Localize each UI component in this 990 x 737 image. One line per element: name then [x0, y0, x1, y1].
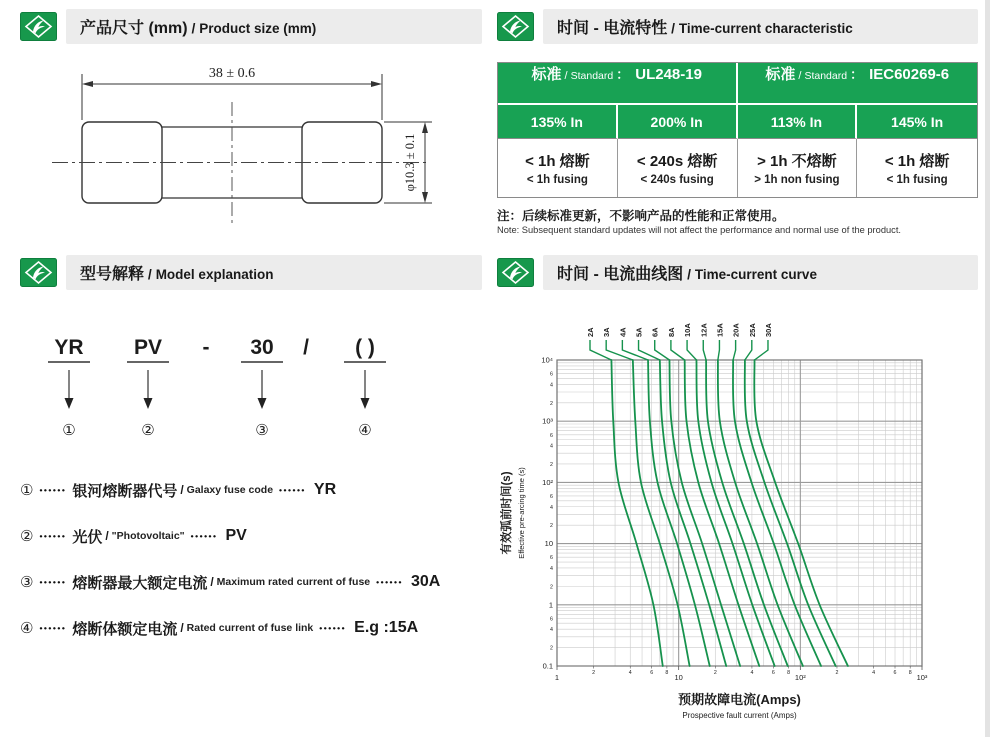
curve-label-2A: 2A: [586, 327, 595, 337]
result-zh: < 1h 熔断: [525, 153, 590, 170]
x-minor-tick-label: 6: [893, 670, 897, 676]
result-cell: [738, 139, 858, 197]
y-minor-tick-label: 6: [550, 493, 553, 500]
x-minor-tick-label: 6: [650, 670, 654, 676]
diameter-dimension-label: φ10.3 ± 0.1: [403, 133, 417, 192]
result-cell: [857, 139, 977, 197]
x-minor-tick-label: 8: [787, 670, 791, 676]
definition-zh: 熔断器最大额定电流: [72, 574, 208, 592]
definition-en: Maximum rated current of fuse: [216, 576, 371, 588]
curve-leader-3A: [606, 340, 633, 360]
curve-label-25A: 25A: [747, 323, 757, 337]
section-title-bar: [66, 255, 482, 290]
section-model-explanation: [20, 256, 482, 651]
section-time-current-curve: [497, 256, 978, 737]
y-tick-label: 10²: [542, 477, 553, 487]
standard-label-zh: 标准: [531, 66, 562, 83]
section-product-size: [20, 10, 482, 244]
section-header: [497, 256, 978, 288]
separator: /: [180, 621, 184, 635]
curve-label-3A: 3A: [602, 327, 612, 337]
definition-number: ④: [20, 620, 34, 637]
curve-label-8A: 8A: [666, 327, 676, 337]
result-cell: [618, 139, 738, 197]
y-minor-tick-label: 4: [550, 565, 553, 572]
definition-en: Galaxy fuse code: [186, 484, 274, 496]
definition-en: "Photovoltaic": [111, 530, 185, 542]
curve-label-30A: 30A: [763, 323, 773, 337]
x-tick-label: 1: [554, 673, 560, 682]
x-axis-title-zh: 预期故障电流(Amps): [678, 692, 801, 707]
x-minor-tick-label: 4: [750, 670, 754, 676]
leader-dots: ••••••: [376, 577, 403, 587]
definition-value: 30A: [410, 573, 441, 590]
x-minor-tick-label: 8: [908, 670, 912, 676]
brand-logo-icon: [20, 12, 57, 41]
y-minor-tick-label: 6: [550, 616, 553, 623]
model-definitions: [20, 467, 482, 651]
definition-row: [20, 513, 482, 559]
definition-value: E.g :15A: [354, 619, 419, 636]
definition-number: ③: [20, 574, 34, 591]
circled-number: ④: [358, 422, 372, 439]
standard-value: UL248-19: [635, 66, 702, 83]
result-cell: [498, 139, 618, 197]
x-minor-tick-label: 2: [592, 670, 596, 676]
x-minor-tick-label: 8: [665, 670, 669, 676]
separator: /: [105, 529, 109, 543]
circled-number: ①: [62, 422, 76, 439]
section-title-en: Time-current curve: [694, 266, 817, 282]
x-tick-label: 10: [674, 673, 683, 682]
curve-label-6A: 6A: [650, 327, 660, 337]
standard-label-zh: 标准: [765, 66, 796, 83]
length-dimension-label: 38 ± 0.6: [208, 66, 256, 81]
result-zh: < 240s 熔断: [636, 153, 718, 170]
separator: /: [564, 70, 568, 82]
circled-number: ③: [255, 422, 269, 439]
condition-cell: 200% In: [618, 105, 738, 139]
standard-value: IEC60269-6: [869, 66, 950, 83]
curve-15A: [718, 360, 803, 666]
x-minor-tick-label: 2: [713, 670, 717, 676]
definition-row: [20, 559, 482, 605]
characteristic-table: [497, 62, 978, 198]
curve-leader-25A: [745, 340, 752, 360]
y-tick-label: 10³: [542, 416, 553, 426]
colon: ：: [850, 67, 864, 82]
curve-label-12A: 12A: [699, 323, 709, 337]
condition-cell: 135% In: [498, 105, 618, 139]
curve-leader-2A: [590, 340, 611, 360]
section-title-zh: 时间 - 电流特性: [557, 19, 668, 37]
section-title-en: Product size (mm): [199, 20, 317, 36]
table-note: [497, 206, 978, 235]
title-separator: /: [187, 19, 200, 36]
time-current-chart-svg: [497, 300, 975, 733]
definition-en: Rated current of fuse link: [186, 622, 314, 634]
model-code-diagram: [20, 330, 482, 453]
y-minor-tick-label: 4: [550, 443, 553, 450]
code-part: YR: [54, 336, 84, 359]
x-minor-tick-label: 2: [835, 670, 839, 676]
y-minor-tick-label: 2: [550, 584, 553, 591]
leader-dots: ••••••: [279, 485, 306, 495]
colon: ：: [616, 67, 630, 82]
title-separator: /: [667, 19, 679, 36]
standard-label-en: Standard: [804, 70, 848, 82]
code-part: 30: [250, 336, 274, 359]
definition-row: [20, 467, 482, 513]
title-separator: /: [144, 265, 156, 282]
time-current-chart: [497, 300, 978, 737]
x-axis-title-en: Prospective fault current (Amps): [682, 711, 797, 720]
standard-label-en: Standard: [570, 70, 614, 82]
x-minor-tick-label: 6: [771, 670, 775, 676]
x-minor-tick-label: 4: [628, 670, 632, 676]
page-right-edge: [985, 0, 990, 737]
separator: /: [798, 70, 802, 82]
definition-value: PV: [225, 527, 247, 544]
curve-label-4A: 4A: [618, 327, 628, 337]
x-tick-label: 10³: [916, 673, 928, 682]
x-tick-label: 10²: [794, 673, 806, 682]
curve-leader-15A: [718, 340, 720, 360]
y-axis-title-zh: 有效弧前时间(s): [501, 471, 513, 555]
separator: /: [180, 483, 184, 497]
result-en: < 240s fusing: [640, 174, 714, 186]
brand-logo-icon: [497, 12, 534, 41]
section-title-zh: 型号解释: [80, 265, 145, 283]
y-minor-tick-label: 2: [550, 645, 553, 652]
section-title-bar: [66, 9, 482, 44]
y-minor-tick-label: 2: [550, 523, 553, 530]
result-en: < 1h fusing: [526, 174, 588, 186]
leader-dots: ••••••: [39, 485, 67, 495]
leader-dots: ••••••: [39, 623, 67, 633]
definition-zh: 银河熔断器代号: [72, 482, 178, 500]
definition-row: [20, 605, 482, 651]
code-part: ( ): [355, 336, 375, 359]
standard-header-cell: [738, 63, 978, 105]
code-part: /: [303, 336, 309, 359]
leader-dots: ••••••: [39, 577, 67, 587]
y-minor-tick-label: 4: [550, 382, 553, 389]
brand-logo-icon: [20, 258, 57, 287]
code-part: PV: [133, 336, 163, 359]
condition-cell: 145% In: [857, 105, 977, 139]
curve-label-5A: 5A: [634, 327, 644, 337]
definition-value: YR: [313, 481, 337, 498]
leader-dots: ••••••: [190, 531, 218, 541]
leader-dots: ••••••: [319, 623, 347, 633]
definition-zh: 光伏: [72, 528, 103, 546]
curve-label-10A: 10A: [683, 323, 693, 337]
curve-label-20A: 20A: [731, 323, 741, 337]
result-zh: < 1h 熔断: [884, 153, 950, 170]
y-tick-label: 10: [544, 539, 553, 549]
y-minor-tick-label: 4: [550, 504, 553, 511]
code-arrows: [69, 370, 365, 398]
y-tick-label: 10⁴: [541, 355, 553, 365]
curve-label-15A: 15A: [715, 323, 725, 337]
brand-logo-icon: [497, 258, 534, 287]
section-header: [20, 10, 482, 42]
separator: /: [210, 575, 214, 589]
note-zh: 注：后续标准更新，不影响产品的性能和正常使用。: [497, 209, 785, 223]
condition-cell: 113% In: [738, 105, 858, 139]
curve-leader-12A: [703, 340, 706, 360]
section-header: [20, 256, 482, 288]
y-minor-tick-label: 2: [550, 461, 553, 468]
note-en: Note: Subsequent standard updates will not affect the performance and normal use of the product.: [497, 225, 901, 235]
y-tick-label: 1: [548, 600, 553, 610]
section-title-bar: [543, 9, 978, 44]
x-minor-tick-label: 4: [872, 670, 876, 676]
section-title-zh: 产品尺寸 (mm): [80, 19, 188, 37]
section-title-bar: [543, 255, 978, 290]
curve-2A: [611, 360, 662, 666]
result-zh: > 1h 不熔断: [757, 153, 837, 170]
section-time-current-characteristic: [497, 10, 978, 235]
y-minor-tick-label: 4: [550, 627, 553, 634]
fuse-dimension-drawing: [30, 56, 482, 244]
y-minor-tick-label: 2: [550, 400, 553, 407]
definition-number: ①: [20, 482, 34, 499]
definition-number: ②: [20, 528, 34, 545]
section-title-en: Time-current characteristic: [678, 20, 853, 36]
code-arrowheads: [65, 398, 370, 409]
standard-header-cell: [498, 63, 738, 105]
curve-leader-20A: [733, 340, 736, 360]
y-minor-tick-label: 6: [550, 555, 553, 562]
section-title-zh: 时间 - 电流曲线图: [557, 265, 684, 283]
definition-zh: 熔断体额定电流: [72, 620, 178, 638]
curve-leader-6A: [655, 340, 670, 360]
result-en: < 1h fusing: [886, 174, 948, 186]
circled-number: ②: [141, 422, 155, 439]
section-header: [497, 10, 978, 42]
section-title-en: Model explanation: [155, 266, 274, 282]
result-en: > 1h non fusing: [754, 174, 840, 186]
y-minor-tick-label: 6: [550, 432, 553, 439]
leader-dots: ••••••: [39, 531, 67, 541]
code-part: -: [202, 336, 210, 359]
y-axis-title-en: Effective pre-arcing time (s): [517, 467, 526, 559]
curve-leader-8A: [671, 340, 685, 360]
y-minor-tick-label: 6: [550, 371, 553, 378]
y-tick-label: 0.1: [542, 661, 553, 671]
title-separator: /: [683, 265, 695, 282]
curve-leader-30A: [755, 340, 768, 360]
curve-leader-10A: [687, 340, 696, 360]
